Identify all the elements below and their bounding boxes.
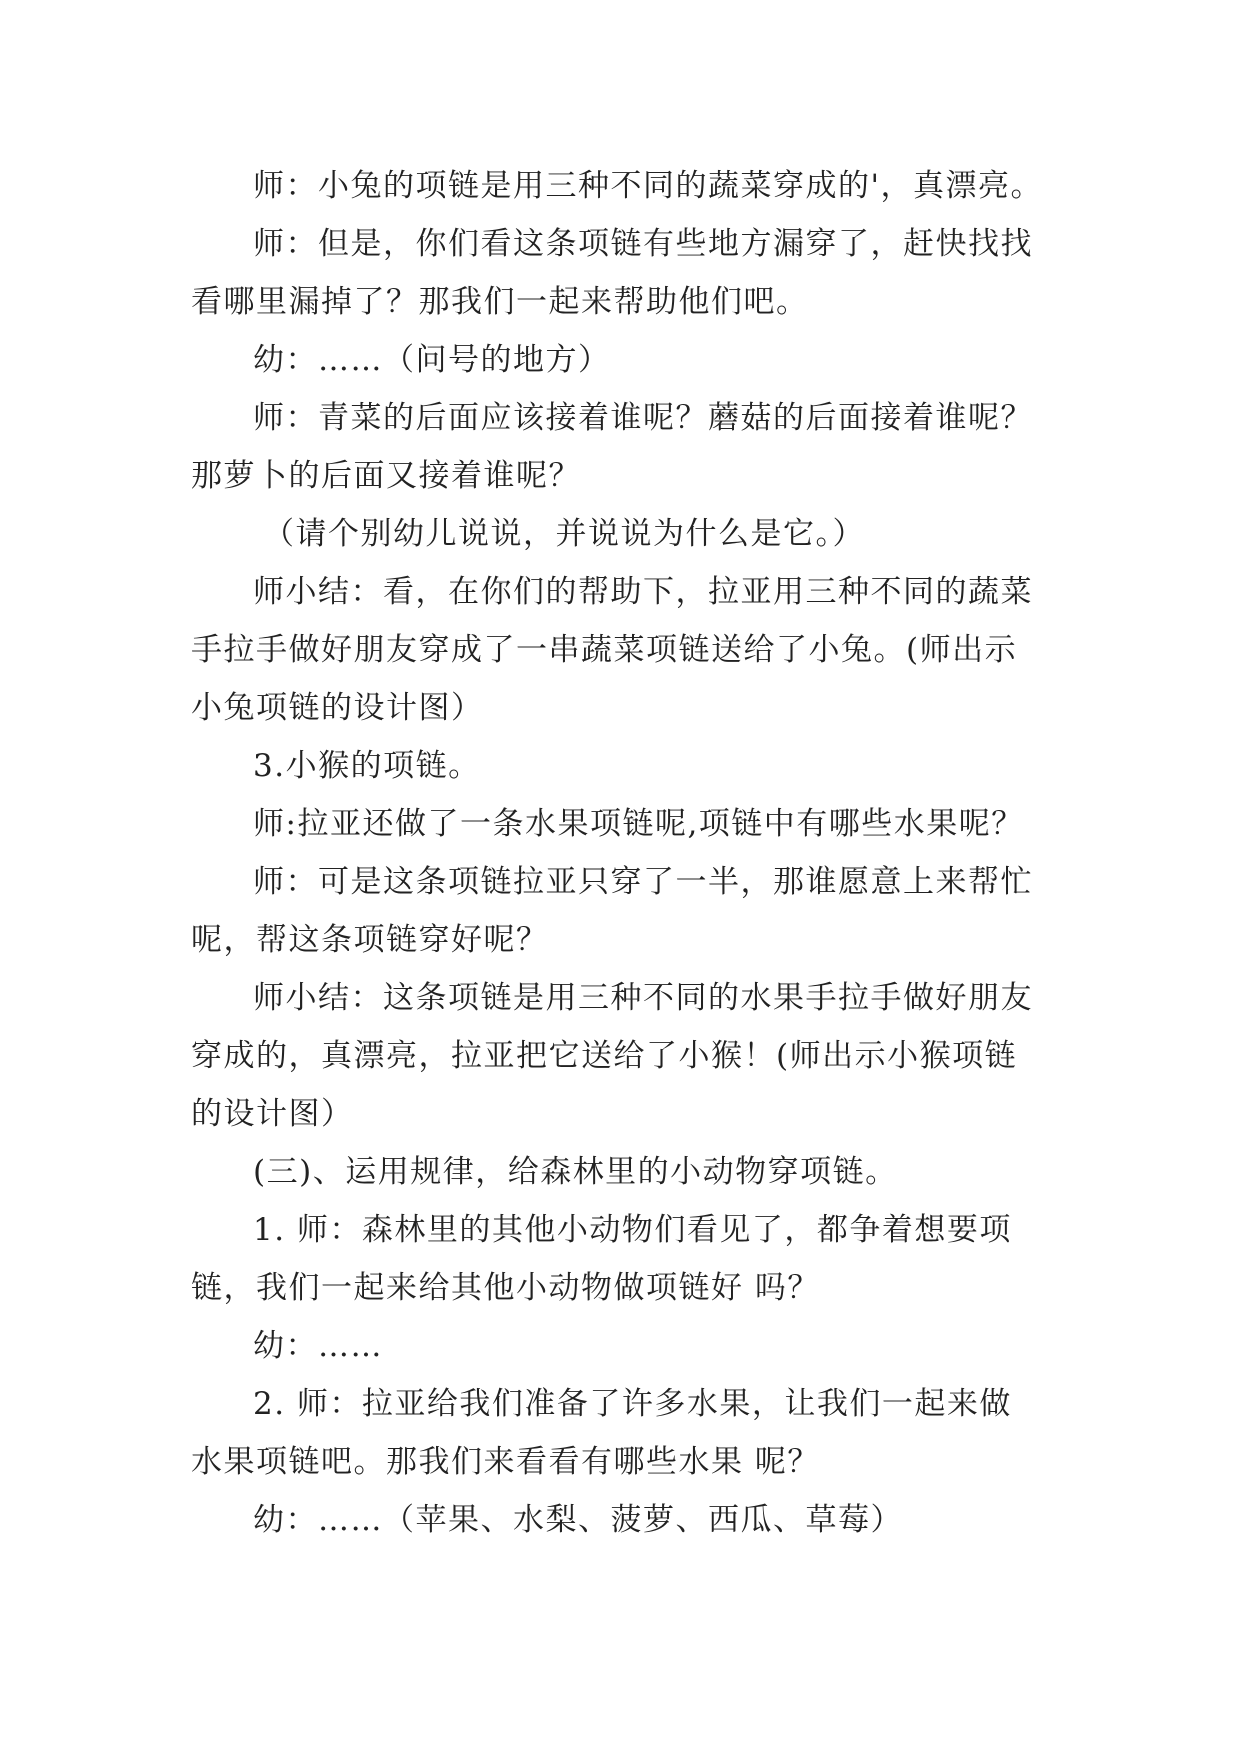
text-line: 水果项链吧。那我们来看看有哪些水果 呢？ [191, 1444, 820, 1480]
text-line: 3.小猴的项链。 [253, 748, 481, 784]
text-line: 幼：……（问号的地方） [253, 342, 611, 378]
text-line: 链，我们一起来给其他小动物做项链好 吗？ [191, 1270, 820, 1306]
text-line: 看哪里漏掉了？那我们一起来帮助他们吧。 [191, 284, 809, 320]
text-line: 师小结：看，在你们的帮助下，拉亚用三种不同的蔬菜 [253, 574, 1033, 610]
text-line: 小兔项链的设计图） [191, 690, 484, 726]
text-line: 2. 师：拉亚给我们准备了许多水果，让我们一起来做 [253, 1386, 1012, 1422]
text-line: 师小结：这条项链是用三种不同的水果手拉手做好朋友 [253, 980, 1033, 1016]
text-line: 呢，帮这条项链穿好呢？ [191, 922, 549, 958]
text-line: 的设计图） [191, 1096, 354, 1132]
text-line: 幼：…… [253, 1328, 383, 1364]
text-line: 师：可是这条项链拉亚只穿了一半，那谁愿意上来帮忙 [253, 864, 1033, 900]
text-line: (三)、运用规律，给森林里的小动物穿项链。 [253, 1154, 898, 1190]
text-line: 1. 师：森林里的其他小动物们看见了，都争着想要项 [253, 1212, 1012, 1248]
text-line: 师：但是，你们看这条项链有些地方漏穿了，赶快找找 [253, 226, 1033, 262]
text-line: 师：青菜的后面应该接着谁呢？蘑菇的后面接着谁呢？ [253, 400, 1033, 436]
text-line: 师:拉亚还做了一条水果项链呢,项链中有哪些水果呢？ [253, 806, 1024, 842]
text-line: 手拉手做好朋友穿成了一串蔬菜项链送给了小兔。(师出示 [191, 632, 1018, 668]
text-line: 那萝卜的后面又接着谁呢？ [191, 458, 581, 494]
text-line: 穿成的，真漂亮，拉亚把它送给了小猴！(师出示小猴项链 [191, 1038, 1018, 1074]
text-line: （请个别幼儿说说，并说说为什么是它。） [263, 516, 865, 552]
text-line: 师：小兔的项链是用三种不同的蔬菜穿成的'，真漂亮。 [253, 168, 1044, 204]
text-line: 幼：……（苹果、水梨、菠萝、西瓜、草莓） [253, 1502, 903, 1538]
